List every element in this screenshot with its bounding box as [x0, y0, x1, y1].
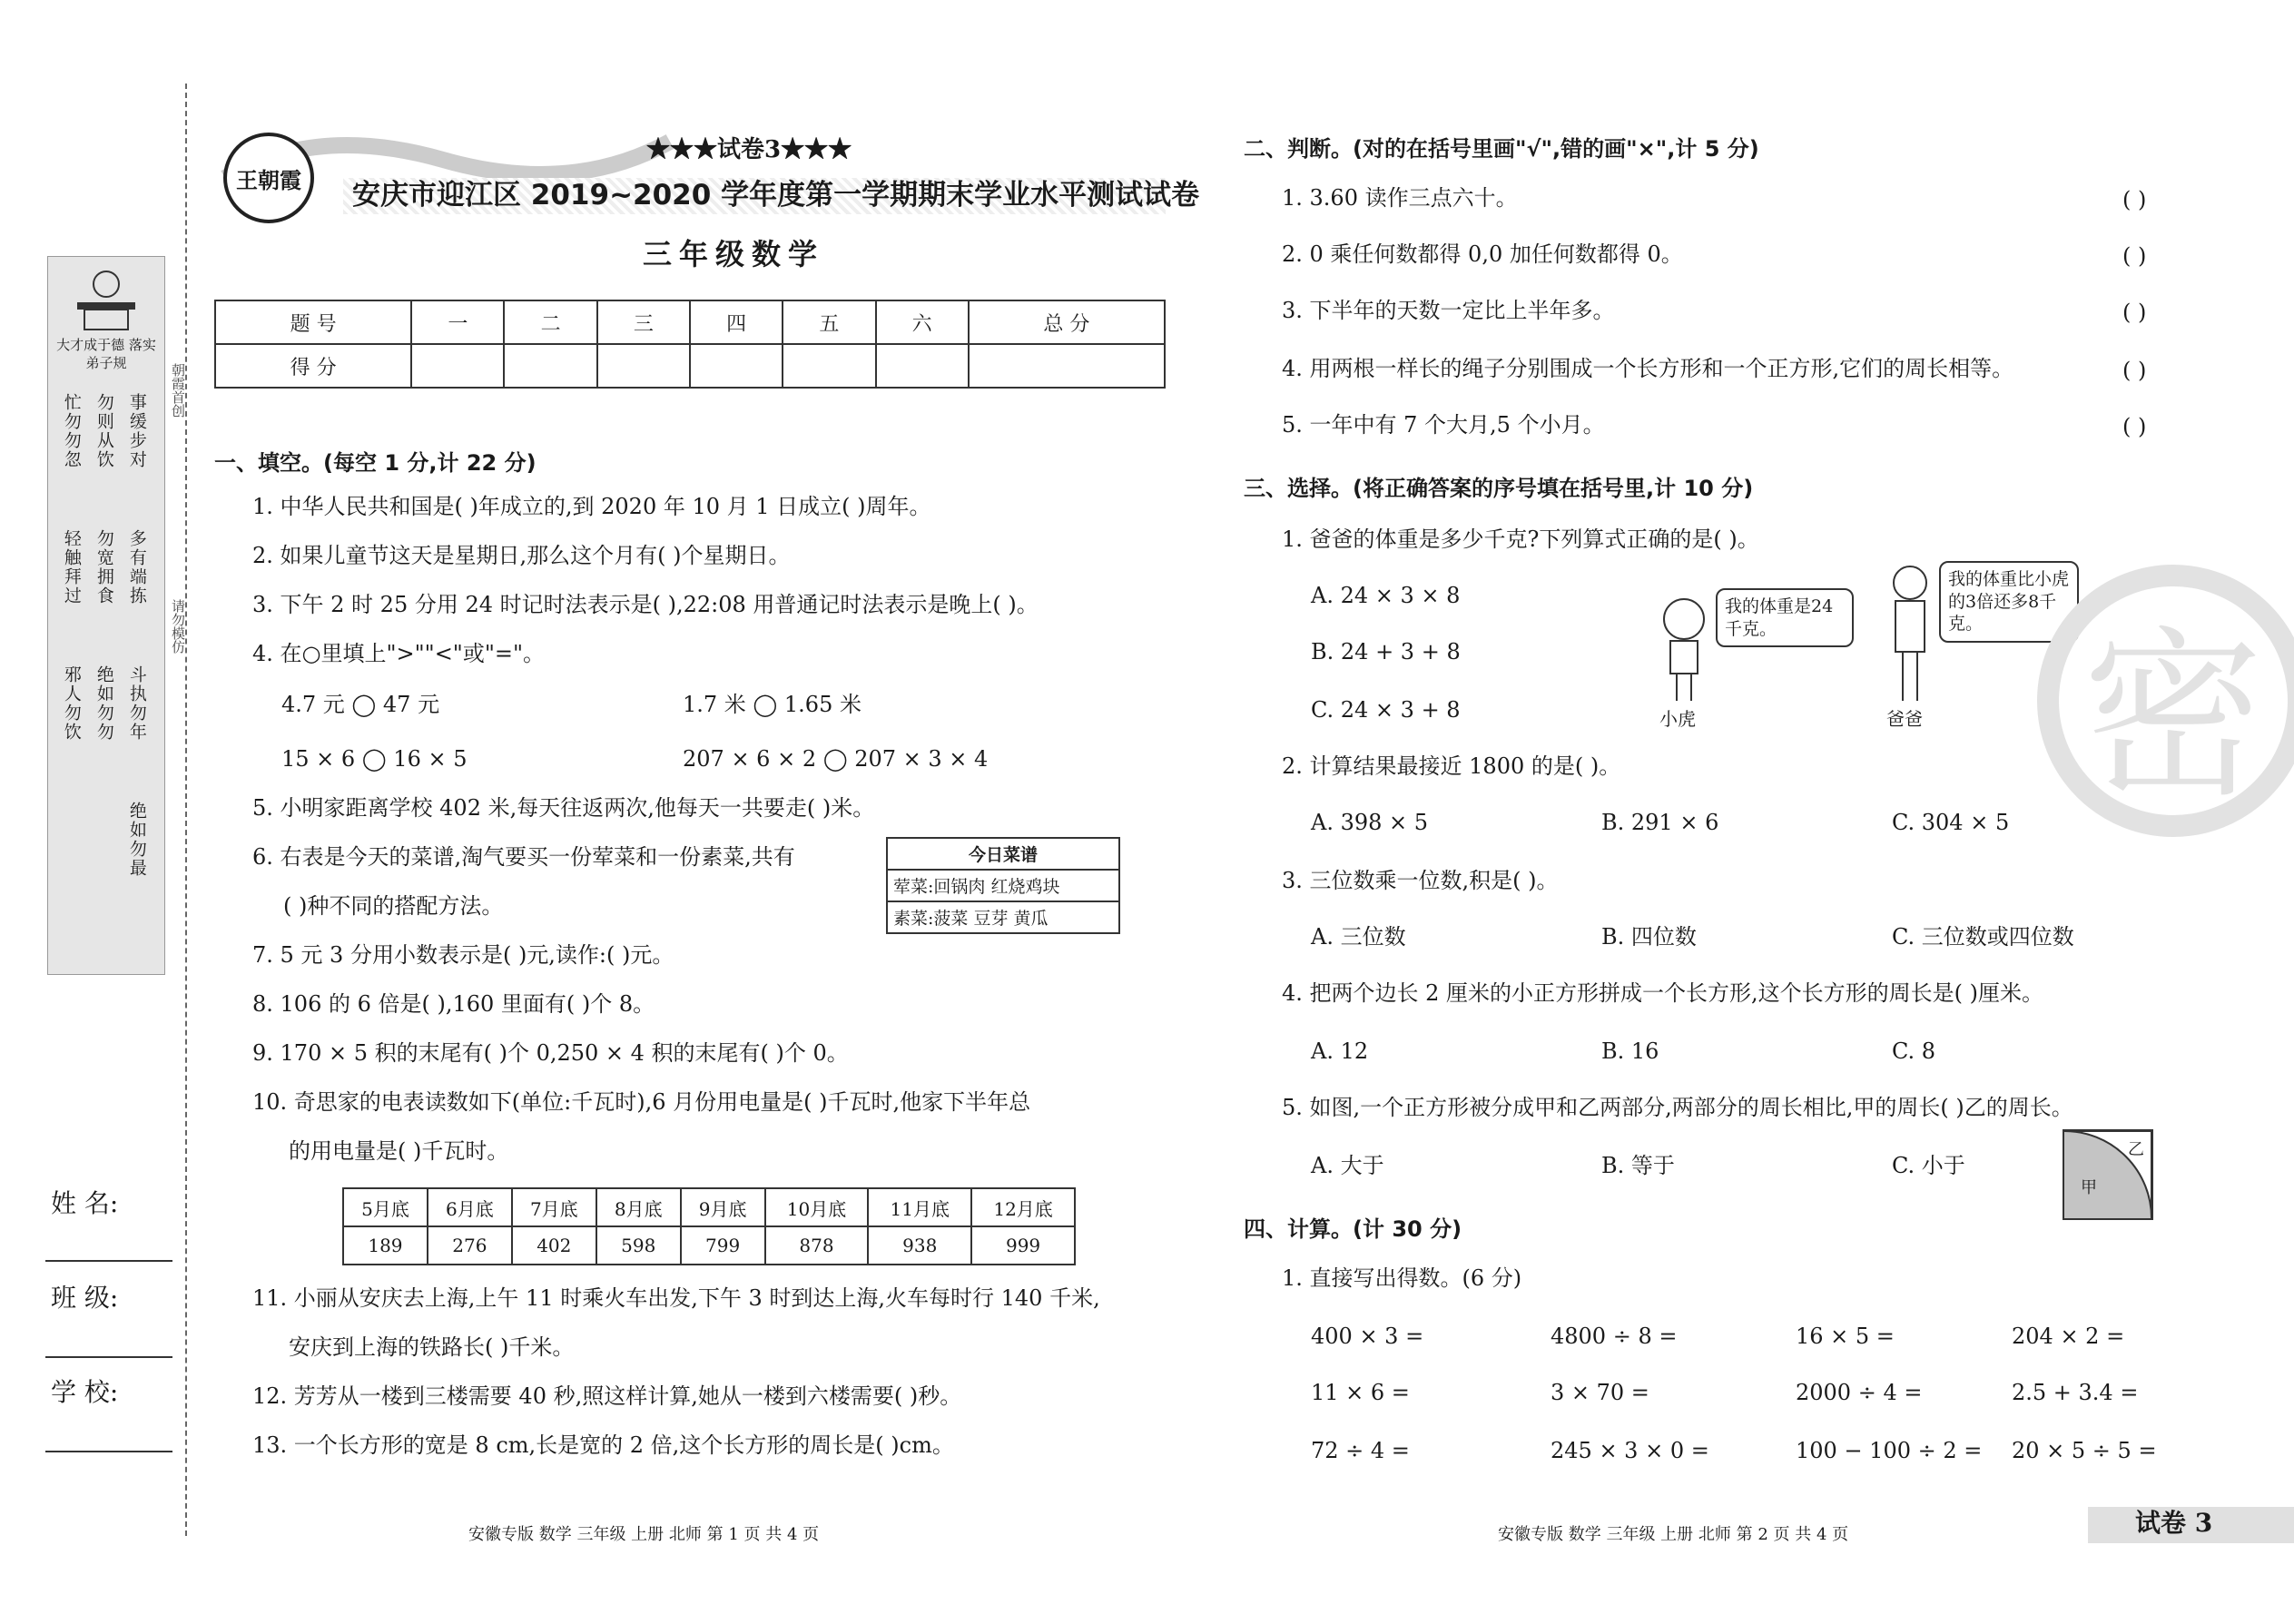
- school-blank[interactable]: [45, 1451, 172, 1452]
- s3-q2: 2. 计算结果最接近 1800 的是( )。: [1282, 753, 1621, 779]
- motto-column: 勿宽拥食: [94, 529, 114, 605]
- menu-row: 素菜:菠菜 豆芽 黄瓜: [887, 901, 1119, 933]
- publisher-logo: 王朝霞: [223, 133, 314, 223]
- calc-item: 400 × 3 =: [1311, 1324, 1424, 1349]
- calc-item: 245 × 3 × 0 =: [1551, 1438, 1709, 1463]
- meter-value: 598: [596, 1226, 681, 1265]
- name-blank[interactable]: [45, 1260, 172, 1262]
- motto-sidebar: [47, 256, 165, 975]
- s3-q2-option: A. 398 × 5: [1311, 810, 1429, 835]
- s3-q2-option: B. 291 × 6: [1601, 810, 1719, 835]
- s2-item: 3. 下半年的天数一定比上半年多。: [1282, 298, 1615, 323]
- motto-column: 轻触拜过: [61, 529, 82, 605]
- score-cell[interactable]: [597, 344, 690, 388]
- score-head: 五: [783, 300, 875, 344]
- meter-month: 12月底: [971, 1188, 1075, 1226]
- motto: 大才成于德 落实弟子规: [56, 337, 156, 371]
- s1-item: 10. 奇思家的电表读数如下(单位:千瓦时),6 月份用电量是( )千瓦时,他家下半年总: [252, 1089, 1031, 1115]
- score-cell[interactable]: [876, 344, 969, 388]
- calc-item: 4800 ÷ 8 =: [1551, 1324, 1678, 1349]
- meter-value: 402: [512, 1226, 596, 1265]
- s1-item: ( )种不同的搭配方法。: [283, 893, 504, 919]
- motto-column: 忙勿勿忽: [61, 393, 82, 469]
- compare-item: 4.7 元 ◯ 47 元: [281, 692, 440, 717]
- paper-tag-footer: 试卷 3: [2135, 1508, 2213, 1538]
- meter-value: 276: [428, 1226, 512, 1265]
- fig-label-b: 乙: [2128, 1140, 2144, 1159]
- s1-item: 6. 右表是今天的菜谱,淘气要买一份荤菜和一份素菜,共有: [252, 844, 795, 870]
- meter-value: 938: [868, 1226, 971, 1265]
- meter-value: 799: [681, 1226, 765, 1265]
- s3-q3-option: A. 三位数: [1311, 924, 1406, 950]
- score-head: 总 分: [969, 300, 1165, 344]
- binding-label-1: 朝霞首创: [170, 363, 186, 418]
- score-cell[interactable]: [783, 344, 875, 388]
- s3-q3-option: B. 四位数: [1601, 924, 1697, 950]
- s3-q5-option: A. 大于: [1311, 1153, 1384, 1178]
- calc-item: 2000 ÷ 4 =: [1796, 1380, 1923, 1405]
- meter-month: 11月底: [868, 1188, 971, 1226]
- meter-month: 7月底: [512, 1188, 596, 1226]
- s2-item: 2. 0 乘任何数都得 0,0 加任何数都得 0。: [1282, 241, 1683, 267]
- motto-column: 绝如勿最: [126, 802, 147, 878]
- s3-q5: 5. 如图,一个正方形被分成甲和乙两部分,两部分的周长相比,甲的周长( )乙的周长。: [1282, 1095, 2073, 1120]
- s3-q1-option: A. 24 × 3 × 8: [1311, 583, 1461, 608]
- motto-column: 勿则从饮: [94, 393, 114, 469]
- meter-month: 6月底: [428, 1188, 512, 1226]
- answer-paren[interactable]: ( ): [2122, 243, 2147, 269]
- s1-item: 3. 下午 2 时 25 分用 24 时记时法表示是( ),22:08 用普通记时法表示是晚上( )。: [252, 592, 1039, 617]
- answer-paren[interactable]: ( ): [2122, 187, 2147, 212]
- section3-title: 三、选择。(将正确答案的序号填在括号里,计 10 分): [1244, 476, 1754, 501]
- s1-item: 的用电量是( )千瓦时。: [289, 1138, 509, 1164]
- meter-table: [342, 1187, 1076, 1265]
- class-label: 班 级:: [51, 1283, 119, 1313]
- s3-q1-option: C. 24 × 3 + 8: [1311, 697, 1461, 723]
- s3-q5-option: B. 等于: [1601, 1153, 1675, 1178]
- s1-item: 8. 106 的 6 倍是( ),160 里面有( )个 8。: [252, 991, 655, 1017]
- calc-item: 100 − 100 ÷ 2 =: [1796, 1438, 1983, 1463]
- calc-item: 16 × 5 =: [1796, 1324, 1895, 1349]
- s3-q4-option: C. 8: [1892, 1038, 1936, 1064]
- motto-column: 绝如勿勿: [94, 665, 114, 742]
- calc-item: 2.5 + 3.4 =: [2012, 1380, 2139, 1405]
- s3-q1-option: B. 24 + 3 + 8: [1311, 639, 1461, 664]
- kid-name: 小虎: [1659, 708, 1696, 730]
- s1-item: 1. 中华人民共和国是( )年成立的,到 2020 年 10 月 1 日成立( )周年。: [252, 494, 931, 519]
- answer-paren[interactable]: ( ): [2122, 300, 2147, 325]
- s3-q5-option: C. 小于: [1892, 1153, 1965, 1178]
- motto-column: 事缓步对: [126, 393, 147, 469]
- s4-sub1: 1. 直接写出得数。(6 分): [1282, 1265, 1522, 1291]
- meter-month: 5月底: [343, 1188, 428, 1226]
- score-head: 二: [504, 300, 596, 344]
- calc-item: 3 × 70 =: [1551, 1380, 1649, 1405]
- fig-label-a: 甲: [2081, 1178, 2097, 1197]
- s2-item: 1. 3.60 读作三点六十。: [1282, 185, 1518, 211]
- s2-item: 4. 用两根一样长的绳子分别围成一个长方形和一个正方形,它们的周长相等。: [1282, 356, 2014, 381]
- s1-item: 7. 5 元 3 分用小数表示是( )元,读作:( )元。: [252, 942, 674, 968]
- s3-q2-option: C. 304 × 5: [1892, 810, 2010, 835]
- meter-value: 878: [765, 1226, 869, 1265]
- s3-q4: 4. 把两个边长 2 厘米的小正方形拼成一个长方形,这个长方形的周长是( )厘米。: [1282, 980, 2044, 1006]
- s3-q4-option: A. 12: [1311, 1038, 1369, 1064]
- motto-column: 斗执勿年: [126, 665, 147, 742]
- score-row-label: 得 分: [215, 344, 411, 388]
- binding-line: [185, 84, 187, 1536]
- s3-q3: 3. 三位数乘一位数,积是( )。: [1282, 868, 1559, 893]
- score-cell[interactable]: [411, 344, 504, 388]
- score-head: 四: [690, 300, 783, 344]
- binding-label-2: 请勿模仿: [170, 599, 186, 654]
- s1-item: 2. 如果儿童节这天是星期日,那么这个月有( )个星期日。: [252, 543, 791, 568]
- s1-item: 9. 170 × 5 积的末尾有( )个 0,250 × 4 积的末尾有( )个 0。: [252, 1040, 849, 1066]
- score-head: 一: [411, 300, 504, 344]
- menu-title: 今日菜谱: [887, 838, 1119, 870]
- class-blank[interactable]: [45, 1356, 172, 1358]
- menu-row: 荤菜:回锅肉 红烧鸡块: [887, 870, 1119, 901]
- exam-title: 安庆市迎江区 2019~2020 学年度第一学期期末学业水平测试试卷: [352, 179, 1200, 212]
- name-label: 姓 名:: [51, 1188, 119, 1218]
- boy-figure-icon: [1652, 595, 1716, 704]
- compare-item: 207 × 6 × 2 ◯ 207 × 3 × 4: [683, 746, 989, 772]
- scholar-icon: [68, 262, 144, 335]
- meter-month: 10月底: [765, 1188, 869, 1226]
- compare-item: 1.7 米 ◯ 1.65 米: [683, 692, 861, 717]
- calc-item: 20 × 5 ÷ 5 =: [2012, 1438, 2157, 1463]
- s1-item: 安庆到上海的铁路长( )千米。: [289, 1334, 575, 1360]
- exam-subtitle: 三年级数学: [643, 237, 825, 271]
- calc-item: 204 × 2 =: [2012, 1324, 2125, 1349]
- answer-paren[interactable]: ( ): [2122, 414, 2147, 439]
- section2-title: 二、判断。(对的在括号里画"√",错的画"×",计 5 分): [1244, 136, 1759, 162]
- s1-item: 5. 小明家距离学校 402 米,每天往返两次,他每天一共要走( )米。: [252, 795, 875, 821]
- menu-table: [886, 837, 1120, 934]
- s1-item: 13. 一个长方形的宽是 8 cm,长是宽的 2 倍,这个长方形的周长是( )cm。: [252, 1432, 954, 1458]
- school-label: 学 校:: [51, 1377, 119, 1407]
- section4-title: 四、计算。(计 30 分): [1244, 1216, 1462, 1242]
- dad-figure-icon: [1874, 563, 1946, 704]
- s1-item: 4. 在○里填上">""<"或"="。: [252, 641, 546, 666]
- meter-value: 999: [971, 1226, 1075, 1265]
- score-cell[interactable]: [690, 344, 783, 388]
- s1-item: 11. 小丽从安庆去上海,上午 11 时乘火车出发,下午 3 时到达上海,火车每时行 140 千米,: [252, 1285, 1100, 1311]
- score-cell[interactable]: [504, 344, 596, 388]
- dad-name: 爸爸: [1886, 708, 1923, 730]
- confidential-stamp: 密: [2037, 565, 2294, 837]
- score-cell[interactable]: [969, 344, 1165, 388]
- meter-month: 8月底: [596, 1188, 681, 1226]
- section1-title: 一、填空。(每空 1 分,计 22 分): [214, 450, 537, 476]
- calc-item: 11 × 6 =: [1311, 1380, 1410, 1405]
- paper-tag: ★★★试卷3★★★: [646, 136, 852, 163]
- split-square-figure: [2063, 1129, 2153, 1220]
- compare-item: 15 × 6 ◯ 16 × 5: [281, 746, 468, 772]
- s2-item: 5. 一年中有 7 个大月,5 个小月。: [1282, 412, 1605, 438]
- s1-item: 12. 芳芳从一楼到三楼需要 40 秒,照这样计算,她从一楼到六楼需要( )秒。: [252, 1383, 962, 1409]
- s3-q4-option: B. 16: [1601, 1038, 1659, 1064]
- answer-paren[interactable]: ( ): [2122, 358, 2147, 383]
- meter-month: 9月底: [681, 1188, 765, 1226]
- footer-left: 安徽专版 数学 三年级 上册 北师 第 1 页 共 4 页: [468, 1525, 820, 1544]
- motto-column: 邪人勿饮: [61, 665, 82, 742]
- meter-value: 189: [343, 1226, 428, 1265]
- calc-item: 72 ÷ 4 =: [1311, 1438, 1410, 1463]
- s3-q1: 1. 爸爸的体重是多少千克?下列算式正确的是( )。: [1282, 527, 1759, 552]
- kid-speech-bubble: 我的体重是24千克。: [1716, 588, 1854, 647]
- s3-q3-option: C. 三位数或四位数: [1892, 924, 2074, 950]
- score-head: 题 号: [215, 300, 411, 344]
- dad-speech-bubble: 我的体重比小虎的3倍还多8千克。: [1939, 561, 2079, 643]
- motto-column: 多有端拣: [126, 529, 147, 605]
- score-table: [214, 300, 1166, 389]
- score-head: 三: [597, 300, 690, 344]
- footer-right: 安徽专版 数学 三年级 上册 北师 第 2 页 共 4 页: [1498, 1525, 1849, 1544]
- score-head: 六: [876, 300, 969, 344]
